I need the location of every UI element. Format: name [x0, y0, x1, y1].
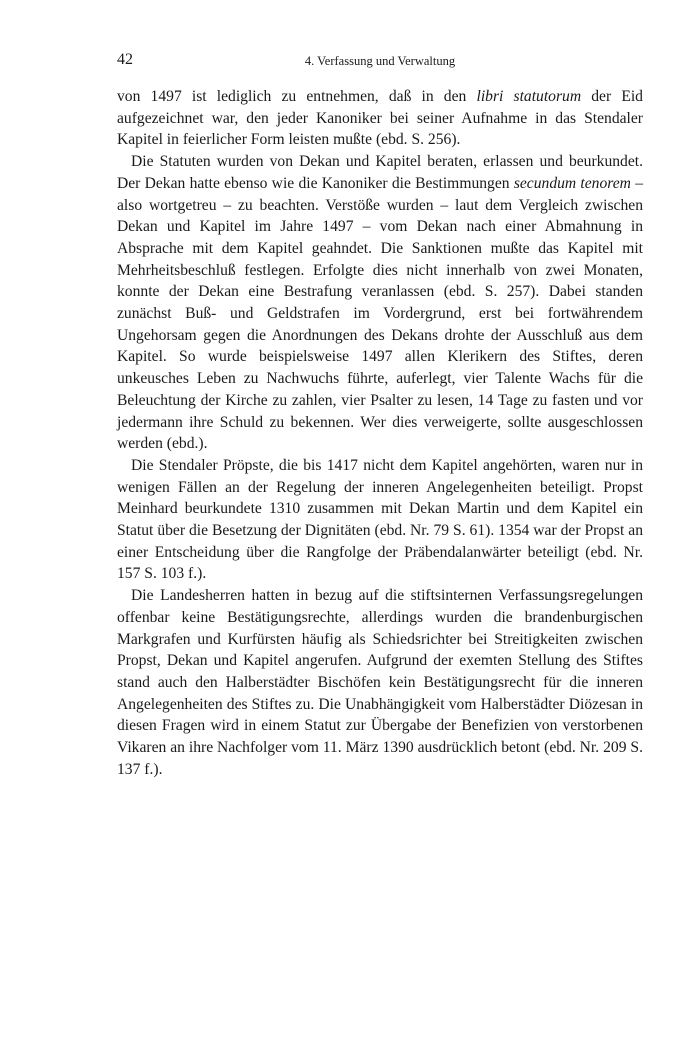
paragraph-3 — [117, 455, 643, 585]
page-number: 42 — [117, 51, 133, 68]
text-run: Die Landesherren hatten in bezug auf die stiftsinternen Verfassungsregelungen offenbar keine Bestätigungsrechte, allerdings wurden die brandenburgischen Markgrafen und Kurfürsten häufig als Schiedsrichter bei Streitigkeiten zwischen Propst, Dekan und Kapitel angerufen. Aufgrund der exemten Stellung des Stiftes stand auch den Halberstädter Bischöfen kein Bestätigungsrecht für die inneren Angelegenheiten des Stiftes zu. Die Unabhängigkeit vom Halberstädter Diözesan in diesen Fragen wird in einem Statut zur Übergabe der Benefizien von verstorbenen Vikaren an ihre Nachfolger vom 11. März 1390 ausdrücklich betont (ebd. Nr. 209 S. 137 f.). — [117, 587, 643, 778]
italic-term: secundum tenorem — [513, 174, 631, 192]
text-run: Die Statuten wurden von Dekan und Kapitel beraten, erlassen und beurkundet. Der Dekan hatte ebenso wie die Kanoniker die Bestimmungen — [117, 153, 643, 192]
paragraph-2 — [117, 151, 643, 455]
text-run: Die Stendaler Pröpste, die bis 1417 nicht dem Kapitel angehörten, waren nur in wenigen Fällen an der Regelung der inneren Angelegenheiten beteiligt. Propst Meinhard beurkundete 1310 zusammen mit Dekan Martin und dem Kapitel ein Statut über die Besetzung der Dignitäten (ebd. Nr. 79 S. 61). 1354 war der Propst an einer Entscheidung über die Rangfolge der Präbendalanwärter beteiligt (ebd. Nr. 157 S. 103 f.). — [117, 456, 643, 583]
italic-term: libri statutorum — [476, 88, 582, 105]
page-header — [117, 50, 643, 70]
paragraph-1 — [117, 86, 643, 151]
body-text — [117, 86, 643, 781]
running-head: 4. Verfassung und Verwaltung — [304, 54, 456, 68]
text-run: – also wortgetreu – zu beachten. Verstöße wurden – laut dem Vergleich zwischen Dekan und Kapitel im Jahre 1497 – vom Dekan nach einer Abmahnung in Absprache mit dem Kapitel geahndet. Die Sanktionen mußte das Kapitel mit Mehrheitsbeschluß festlegen. Erfolgte dies nicht innerhalb von zwei Monaten, konnte der Dekan eine Bestrafung veranlassen (ebd. S. 257). Dabei standen zunächst Buß- und Geldstrafen im Vordergrund, erst bei fortwährendem Ungehorsam gegen die Anordnungen des Dekans drohte der Ausschluß aus dem Kapitel. So wurde beispielsweise 1497 allen Klerikern des Stiftes, deren unkeusches Leben zu Nachwuchs führte, auferlegt, vier Talente Wachs für die Beleuchtung der Kirche zu zahlen, vier Psalter zu lesen, 14 Tage zu fasten und vor jedermann ihre Schuld zu bekennen. Wer dies verweigerte, sollte ausgeschlossen werden (ebd.). — [117, 174, 644, 453]
paragraph-4 — [117, 585, 643, 780]
text-run: der Eid aufgezeichnet war, den jeder Kanoniker bei seiner Aufnahme in das Stendaler Kapitel in feierlicher Form leisten mußte (ebd. S. 256). — [117, 88, 643, 149]
text-run: von 1497 ist lediglich zu entnehmen, daß in den — [117, 88, 477, 105]
